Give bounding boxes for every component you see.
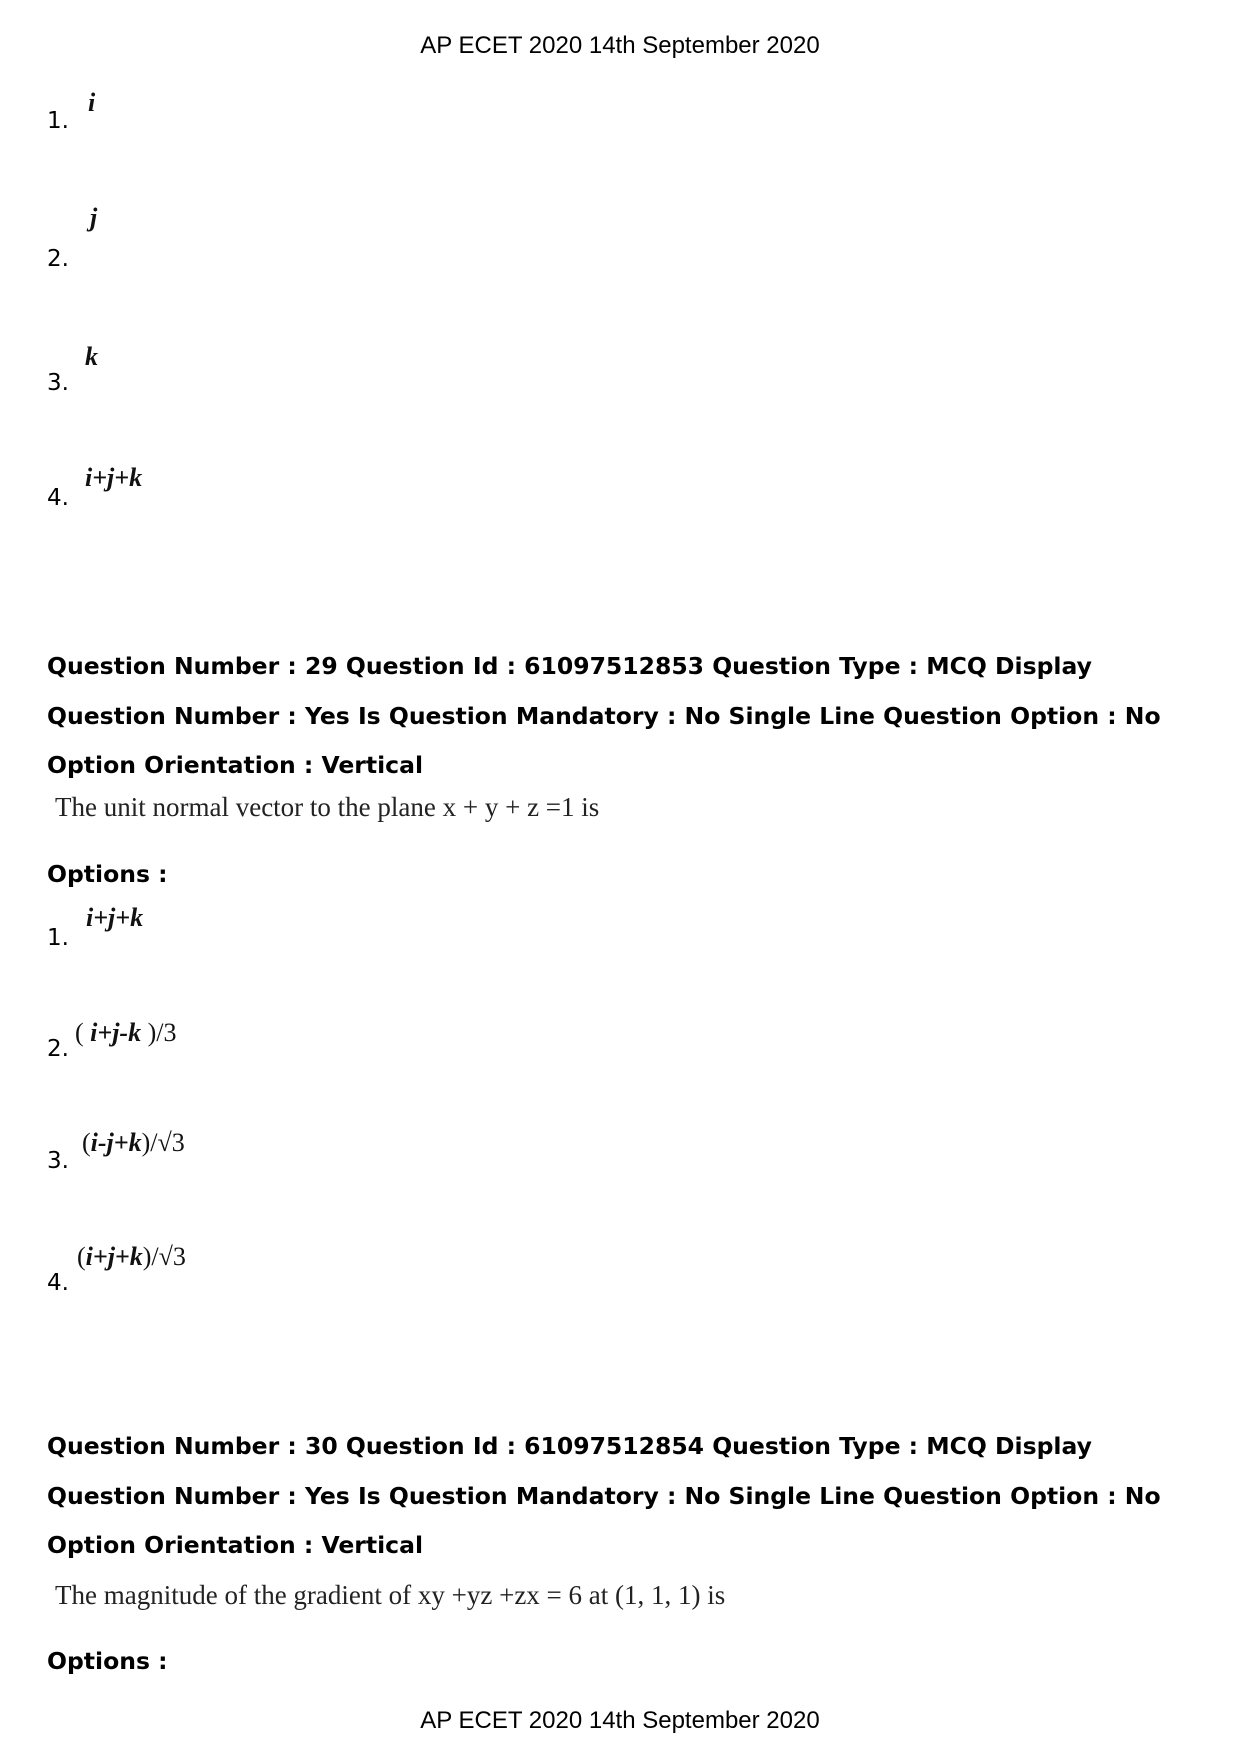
prev-option-3-text: k xyxy=(85,342,98,371)
prev-option-1-number: 1. xyxy=(47,108,69,134)
prev-option-4-number: 4. xyxy=(47,485,69,511)
prev-option-1-text: i xyxy=(88,88,96,117)
q30-meta: Question Number : 30 Question Id : 61097512854 Question Type : MCQ Display Question Number : Yes Is Question Mandatory : No Single Line Question Option : No Option Orientation : Vertical xyxy=(47,1432,1161,1559)
q29-option-2-text xyxy=(75,1018,176,1048)
page-footer: AP ECET 2020 14th September 2020 xyxy=(420,1707,820,1734)
q29-option-3-number: 3. xyxy=(47,1148,69,1174)
prev-option-3-number: 3. xyxy=(47,370,69,396)
q29-option-1-number: 1. xyxy=(47,925,69,951)
q29-option-4-suffix: )/√3 xyxy=(142,1242,186,1271)
q29-option-3-prefix: ( xyxy=(82,1128,91,1157)
page-header: AP ECET 2020 14th September 2020 xyxy=(420,32,820,59)
q29-option-2-vector: i+j-k xyxy=(90,1018,142,1047)
q29-option-1-text: i+j+k xyxy=(86,903,144,932)
q29-option-4-prefix: ( xyxy=(77,1242,86,1271)
q29-option-2-suffix: )/3 xyxy=(141,1018,177,1047)
prev-option-2-text: j xyxy=(90,203,98,232)
q29-option-3-text xyxy=(82,1128,185,1158)
q29-question-text: The unit normal vector to the plane x + y + z =1 is xyxy=(55,792,600,822)
q29-option-3-vector: i-j+k xyxy=(90,1128,142,1157)
q29-option-4-vector: i+j+k xyxy=(85,1242,143,1271)
q30-question-text: The magnitude of the gradient of xy +yz +zx = 6 at (1, 1, 1) is xyxy=(55,1580,726,1610)
q29-options-label: Options : xyxy=(47,860,168,888)
prev-option-4-text: i+j+k xyxy=(85,463,143,492)
q29-meta: Question Number : 29 Question Id : 61097512853 Question Type : MCQ Display Question Number : Yes Is Question Mandatory : No Single Line Question Option : No Option Orientation : Vertical xyxy=(47,652,1161,779)
q29-option-2-number: 2. xyxy=(47,1036,69,1062)
q29-option-3-suffix: )/√3 xyxy=(141,1128,185,1157)
q30-options-label: Options : xyxy=(47,1647,168,1675)
prev-option-2-number: 2. xyxy=(47,246,69,272)
q29-option-2-prefix: ( xyxy=(75,1018,91,1047)
q29-option-4-number: 4. xyxy=(47,1270,69,1296)
q29-option-4-text xyxy=(77,1242,186,1272)
